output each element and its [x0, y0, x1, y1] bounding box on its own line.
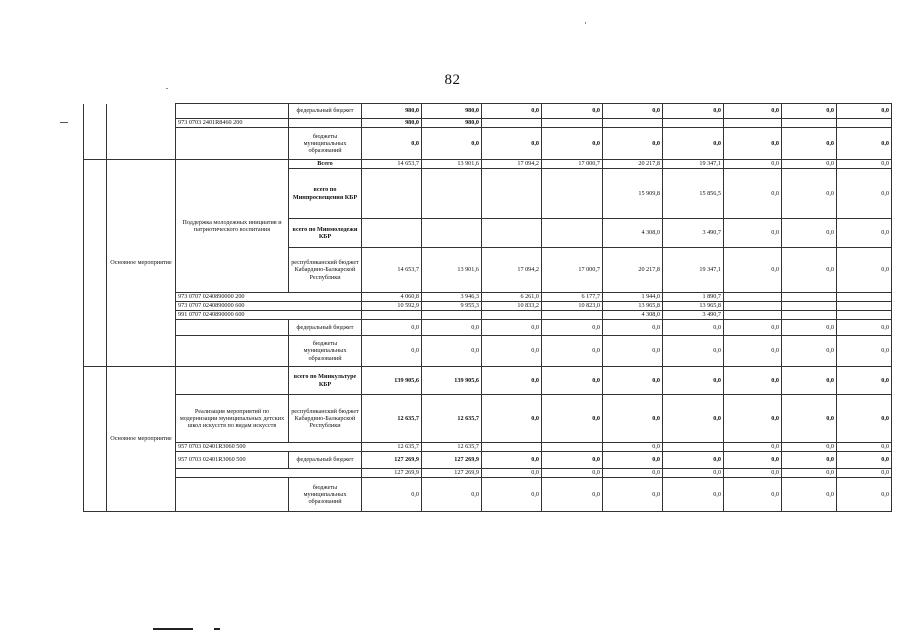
- value-cell: [362, 219, 422, 248]
- table-row: [84, 395, 892, 443]
- value-cell: 0,0: [724, 320, 782, 336]
- value-cell: 127 269,9: [422, 452, 482, 469]
- value-cell: 127 269,9: [362, 452, 422, 469]
- value-cell: 0,0: [603, 452, 663, 469]
- value-cell: 0,0: [724, 469, 782, 478]
- value-cell: [837, 311, 892, 320]
- value-cell: 17 000,7: [542, 160, 603, 169]
- value-cell: 0,0: [837, 395, 892, 443]
- budget-table: [83, 103, 892, 512]
- value-cell: 0,0: [663, 104, 724, 119]
- table-row: [84, 104, 892, 119]
- value-cell: 0,0: [603, 336, 663, 367]
- source-cell: бюджеты муниципальных образований: [289, 336, 362, 367]
- value-cell: [782, 293, 837, 302]
- value-cell: 0,0: [724, 452, 782, 469]
- value-cell: 10 833,2: [482, 302, 542, 311]
- value-cell: 0,0: [782, 248, 837, 293]
- value-cell: 0,0: [782, 395, 837, 443]
- value-cell: 0,0: [482, 320, 542, 336]
- value-cell: 20 217,8: [603, 248, 663, 293]
- value-cell: 0,0: [782, 478, 837, 512]
- value-cell: 0,0: [603, 367, 663, 395]
- value-cell: 0,0: [837, 219, 892, 248]
- table-row: [84, 128, 892, 160]
- footer-dash: [214, 628, 220, 630]
- value-cell: 0,0: [724, 104, 782, 119]
- source-cell: бюджеты муниципальных образований: [289, 128, 362, 160]
- code-cell: 973 0707 0240890000 200: [176, 293, 362, 302]
- value-cell: 127 269,9: [422, 469, 482, 478]
- value-cell: 0,0: [482, 367, 542, 395]
- value-cell: 0,0: [482, 104, 542, 119]
- table-row: [84, 336, 892, 367]
- table-row: [84, 469, 892, 478]
- value-cell: 980,0: [422, 119, 482, 128]
- table-row: [84, 160, 892, 169]
- value-cell: [782, 311, 837, 320]
- value-cell: [482, 169, 542, 219]
- project-name-cell: Реализация мероприятий по модернизации муниципальных детских школ искусств по видам искусств: [176, 395, 289, 443]
- value-cell: 0,0: [542, 128, 603, 160]
- value-cell: 0,0: [724, 160, 782, 169]
- value-cell: 0,0: [663, 336, 724, 367]
- value-cell: [362, 311, 422, 320]
- value-cell: 0,0: [542, 367, 603, 395]
- value-cell: 0,0: [837, 336, 892, 367]
- value-cell: 17 094,2: [482, 160, 542, 169]
- value-cell: [724, 311, 782, 320]
- value-cell: 0,0: [837, 169, 892, 219]
- source-cell: [289, 119, 362, 128]
- value-cell: 9 955,3: [422, 302, 482, 311]
- value-cell: 14 653,7: [362, 160, 422, 169]
- value-cell: 13 965,8: [663, 302, 724, 311]
- value-cell: [724, 302, 782, 311]
- value-cell: 0,0: [837, 248, 892, 293]
- project-name-cell: Поддержка молодежных инициатив и патриотического воспитания: [176, 160, 289, 293]
- source-cell: бюджеты муниципальных образований: [289, 478, 362, 512]
- value-cell: 0,0: [724, 395, 782, 443]
- value-cell: 1 944,0: [603, 293, 663, 302]
- value-cell: [422, 311, 482, 320]
- table-row: [84, 452, 892, 469]
- value-cell: 3 490,7: [663, 311, 724, 320]
- value-cell: 0,0: [482, 128, 542, 160]
- value-cell: 0,0: [782, 469, 837, 478]
- value-cell: 10 823,0: [542, 302, 603, 311]
- value-cell: 0,0: [663, 452, 724, 469]
- value-cell: [663, 443, 724, 452]
- code-cell: [176, 104, 289, 119]
- value-cell: 0,0: [542, 336, 603, 367]
- value-cell: 3 490,7: [663, 219, 724, 248]
- value-cell: 13 965,8: [603, 302, 663, 311]
- value-cell: 0,0: [482, 469, 542, 478]
- number-cell: [84, 160, 107, 367]
- value-cell: 15 909,8: [603, 169, 663, 219]
- value-cell: 0,0: [837, 452, 892, 469]
- value-cell: [782, 302, 837, 311]
- event-type-cell: [107, 104, 176, 160]
- value-cell: 0,0: [782, 169, 837, 219]
- value-cell: [724, 293, 782, 302]
- value-cell: 0,0: [362, 336, 422, 367]
- value-cell: 12 635,7: [422, 443, 482, 452]
- value-cell: 0,0: [837, 469, 892, 478]
- source-cell: федеральный бюджет: [289, 452, 362, 469]
- value-cell: 0,0: [542, 469, 603, 478]
- value-cell: [603, 119, 663, 128]
- value-cell: [542, 443, 603, 452]
- value-cell: [422, 219, 482, 248]
- value-cell: 139 905,6: [362, 367, 422, 395]
- value-cell: 0,0: [782, 367, 837, 395]
- source-cell: республиканский бюджет Кабардино-Балкарской Республики: [289, 248, 362, 293]
- value-cell: 0,0: [362, 478, 422, 512]
- value-cell: 0,0: [663, 469, 724, 478]
- event-type-cell: Основное мероприятие: [107, 367, 176, 512]
- table-row: [84, 311, 892, 320]
- value-cell: [482, 311, 542, 320]
- value-cell: 0,0: [603, 128, 663, 160]
- code-cell: 957 0703 02401R3060 500: [176, 452, 289, 469]
- source-cell: федеральный бюджет: [289, 320, 362, 336]
- value-cell: 12 635,7: [422, 395, 482, 443]
- code-cell: 957 0703 02401R3060 500: [176, 443, 362, 452]
- value-cell: 0,0: [482, 336, 542, 367]
- event-type-cell: Основное мероприятие: [107, 160, 176, 367]
- value-cell: [542, 219, 603, 248]
- source-cell: всего по Минкультуре КБР: [289, 367, 362, 395]
- value-cell: [542, 169, 603, 219]
- value-cell: 0,0: [782, 443, 837, 452]
- value-cell: 0,0: [542, 452, 603, 469]
- source-cell: республиканский бюджет Кабардино-Балкарской Республики: [289, 395, 362, 443]
- value-cell: 0,0: [782, 219, 837, 248]
- value-cell: 0,0: [724, 248, 782, 293]
- value-cell: 0,0: [422, 128, 482, 160]
- table-row: [84, 119, 892, 128]
- value-cell: 0,0: [603, 395, 663, 443]
- value-cell: 0,0: [782, 336, 837, 367]
- source-cell: всего по Минмолодежи КБР: [289, 219, 362, 248]
- value-cell: 10 592,9: [362, 302, 422, 311]
- value-cell: 0,0: [724, 367, 782, 395]
- value-cell: 0,0: [362, 128, 422, 160]
- table-row: [84, 478, 892, 512]
- value-cell: 6 261,0: [482, 293, 542, 302]
- value-cell: 980,0: [362, 104, 422, 119]
- value-cell: 0,0: [782, 320, 837, 336]
- value-cell: 4 308,0: [603, 311, 663, 320]
- value-cell: 15 856,5: [663, 169, 724, 219]
- value-cell: 13 901,6: [422, 160, 482, 169]
- value-cell: 0,0: [837, 478, 892, 512]
- value-cell: 0,0: [663, 320, 724, 336]
- value-cell: 0,0: [724, 478, 782, 512]
- source-cell: всего по Минпросвещения КБР: [289, 169, 362, 219]
- table-row: [84, 367, 892, 395]
- value-cell: 980,0: [422, 104, 482, 119]
- value-cell: 0,0: [362, 320, 422, 336]
- table-row: [84, 293, 892, 302]
- margin-dash: [60, 122, 68, 123]
- code-cell: [176, 478, 289, 512]
- value-cell: [422, 169, 482, 219]
- value-cell: 0,0: [542, 320, 603, 336]
- value-cell: 0,0: [837, 160, 892, 169]
- table-row: [84, 443, 892, 452]
- value-cell: 0,0: [603, 443, 663, 452]
- value-cell: [837, 302, 892, 311]
- value-cell: 19 347,1: [663, 248, 724, 293]
- value-cell: 0,0: [663, 128, 724, 160]
- value-cell: 14 653,7: [362, 248, 422, 293]
- value-cell: 13 901,6: [422, 248, 482, 293]
- value-cell: [782, 119, 837, 128]
- value-cell: 4 308,0: [603, 219, 663, 248]
- value-cell: [482, 219, 542, 248]
- value-cell: 0,0: [837, 128, 892, 160]
- value-cell: 0,0: [837, 104, 892, 119]
- value-cell: [542, 311, 603, 320]
- value-cell: [837, 293, 892, 302]
- page-number: 82: [444, 72, 461, 88]
- value-cell: 3 946,3: [422, 293, 482, 302]
- value-cell: 12 635,7: [362, 443, 422, 452]
- value-cell: 0,0: [482, 395, 542, 443]
- value-cell: 20 217,8: [603, 160, 663, 169]
- project-name-cell: [176, 367, 289, 395]
- value-cell: 0,0: [603, 104, 663, 119]
- value-cell: 0,0: [663, 367, 724, 395]
- source-cell: федеральный бюджет: [289, 104, 362, 119]
- value-cell: 0,0: [542, 395, 603, 443]
- value-cell: 0,0: [603, 320, 663, 336]
- value-cell: 0,0: [422, 320, 482, 336]
- code-cell: [176, 320, 289, 336]
- value-cell: [724, 119, 782, 128]
- value-cell: 0,0: [422, 478, 482, 512]
- value-cell: 0,0: [782, 160, 837, 169]
- footer-line: [153, 628, 193, 630]
- code-cell: [176, 336, 289, 367]
- value-cell: 0,0: [782, 128, 837, 160]
- value-cell: 0,0: [603, 469, 663, 478]
- value-cell: 19 347,1: [663, 160, 724, 169]
- value-cell: 980,0: [362, 119, 422, 128]
- code-cell: 973 0707 0240890000 600: [176, 302, 362, 311]
- value-cell: 0,0: [782, 104, 837, 119]
- value-cell: 17 000,7: [542, 248, 603, 293]
- value-cell: 1 890,7: [663, 293, 724, 302]
- value-cell: [362, 169, 422, 219]
- value-cell: 0,0: [724, 219, 782, 248]
- number-cell: [84, 367, 107, 512]
- table-row: [84, 302, 892, 311]
- value-cell: 6 177,7: [542, 293, 603, 302]
- value-cell: 0,0: [542, 104, 603, 119]
- value-cell: 0,0: [663, 395, 724, 443]
- value-cell: 0,0: [837, 367, 892, 395]
- value-cell: 0,0: [482, 478, 542, 512]
- code-cell: 991 0707 0240890000 600: [176, 311, 362, 320]
- number-cell: [84, 104, 107, 160]
- value-cell: 0,0: [724, 443, 782, 452]
- value-cell: 0,0: [724, 128, 782, 160]
- value-cell: [663, 119, 724, 128]
- value-cell: 0,0: [422, 336, 482, 367]
- value-cell: [542, 119, 603, 128]
- table-row: [84, 320, 892, 336]
- value-cell: 0,0: [837, 443, 892, 452]
- value-cell: 139 905,6: [422, 367, 482, 395]
- value-cell: [482, 119, 542, 128]
- value-cell: 17 094,2: [482, 248, 542, 293]
- scan-mark: [585, 22, 586, 24]
- value-cell: 0,0: [724, 169, 782, 219]
- code-cell: [176, 469, 362, 478]
- value-cell: 0,0: [603, 478, 663, 512]
- value-cell: 0,0: [837, 320, 892, 336]
- code-cell: 973 0703 2401R8460 200: [176, 119, 289, 128]
- value-cell: [837, 119, 892, 128]
- value-cell: 0,0: [663, 478, 724, 512]
- value-cell: 127 269,9: [362, 469, 422, 478]
- value-cell: 0,0: [724, 336, 782, 367]
- value-cell: [482, 443, 542, 452]
- source-cell: Всего: [289, 160, 362, 169]
- value-cell: 0,0: [482, 452, 542, 469]
- value-cell: 0,0: [782, 452, 837, 469]
- value-cell: 12 635,7: [362, 395, 422, 443]
- code-cell: [176, 128, 289, 160]
- value-cell: 4 060,8: [362, 293, 422, 302]
- value-cell: 0,0: [542, 478, 603, 512]
